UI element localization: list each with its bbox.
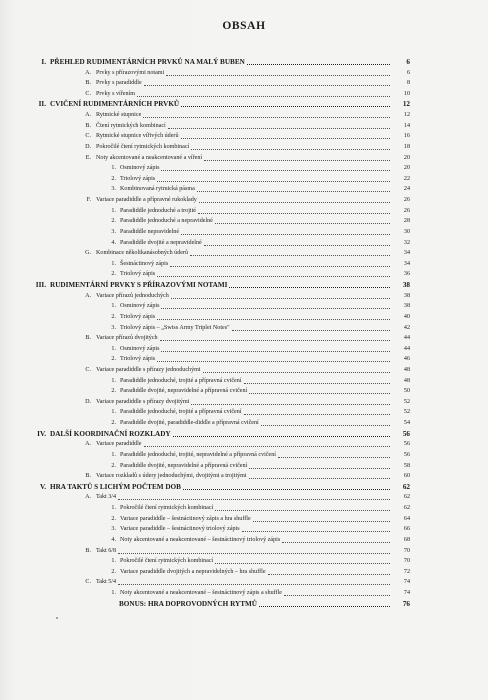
toc-section-row bbox=[0, 109, 488, 120]
dot-leader bbox=[181, 99, 390, 107]
toc-page-number: 46 bbox=[403, 356, 410, 363]
toc-section-row bbox=[0, 152, 488, 163]
toc-entry-number: D. bbox=[85, 143, 91, 150]
dot-leader bbox=[118, 492, 390, 500]
toc-entry-title: Variace rozkladů s údery jednoduchými, dvojitými a trojitými bbox=[96, 473, 247, 480]
toc-page-number: 44 bbox=[403, 345, 410, 352]
toc-page-number: 34 bbox=[403, 250, 410, 257]
toc-entry-title: RUDIMENTÁRNÍ PRVKY S PŘÍRAZOVÝMI NOTAMI bbox=[50, 281, 228, 290]
dot-leader bbox=[173, 429, 390, 437]
dot-leader bbox=[247, 57, 390, 65]
toc-entry-title: Triolový zápis bbox=[120, 313, 156, 320]
toc-entry-title: Triolový zápis – „Swiss Army Triplet Notes" bbox=[120, 324, 230, 331]
toc-section-row bbox=[0, 290, 488, 301]
dot-leader bbox=[197, 184, 390, 192]
toc-section-row bbox=[0, 67, 488, 78]
toc-chapter-row bbox=[0, 56, 488, 67]
dot-leader bbox=[118, 546, 390, 554]
toc-entry-number: 1. bbox=[111, 558, 116, 565]
toc-subsection-row bbox=[0, 300, 488, 311]
toc-entry-number: 1. bbox=[111, 451, 116, 458]
dot-leader bbox=[259, 599, 390, 607]
toc-subsection-row bbox=[0, 205, 488, 216]
dot-leader bbox=[144, 439, 390, 447]
toc-entry-number: 2. bbox=[111, 271, 116, 278]
paper-speck bbox=[56, 617, 58, 619]
toc-entry-number: A. bbox=[85, 441, 91, 448]
toc-page-number: 58 bbox=[403, 462, 410, 469]
toc-chapter-row bbox=[0, 481, 488, 492]
toc-page-number: 70 bbox=[403, 558, 410, 565]
toc-entry-number: III. bbox=[35, 281, 46, 290]
toc-page-number: 14 bbox=[403, 122, 410, 129]
toc-entry-number: D. bbox=[85, 398, 91, 405]
toc-entry-number: 2. bbox=[111, 388, 116, 395]
dot-leader bbox=[215, 503, 390, 511]
toc-entry-number: 2. bbox=[111, 356, 116, 363]
toc-entry-title: Paradiddle dvojité, paradiddle-diddle a přípravná cvičení bbox=[120, 420, 259, 427]
toc-page-number: 56 bbox=[403, 451, 410, 458]
toc-entry-title: Paradiddle jednoduché, trojité a přípravná cvičení bbox=[120, 377, 242, 384]
toc-page-number: 34 bbox=[403, 260, 410, 267]
toc-entry-title: Osminový zápis bbox=[120, 303, 160, 310]
toc-subsection-row bbox=[0, 343, 488, 354]
toc-section-row bbox=[0, 396, 488, 407]
toc-entry-number: 3. bbox=[111, 526, 116, 533]
toc-entry-number: 2. bbox=[111, 175, 116, 182]
toc-entry-number: C. bbox=[85, 366, 91, 373]
toc-subsection-row bbox=[0, 268, 488, 279]
toc-section-row bbox=[0, 364, 488, 375]
toc-entry-title: Rytmické stupnice bbox=[96, 112, 142, 119]
toc-page-number: 74 bbox=[403, 590, 410, 596]
toc-entry-number: B. bbox=[85, 122, 91, 129]
toc-entry-number: A. bbox=[85, 112, 91, 119]
toc-chapter-row bbox=[0, 98, 488, 109]
toc-entry-number: 2. bbox=[111, 218, 116, 225]
dot-leader bbox=[137, 89, 390, 97]
toc-entry-title: Prvky s paradiddle bbox=[96, 80, 142, 87]
toc-subsection-row bbox=[0, 460, 488, 471]
toc-page-number: 20 bbox=[403, 154, 410, 161]
toc-page-number: 8 bbox=[406, 80, 410, 87]
toc-page-number: 42 bbox=[403, 324, 410, 331]
toc-page-number: 48 bbox=[403, 377, 410, 384]
toc-entry-title: Triolový zápis bbox=[120, 175, 156, 182]
toc-page-number: 12 bbox=[403, 112, 410, 119]
toc-page-number: 52 bbox=[403, 398, 410, 405]
toc-section-row bbox=[0, 130, 488, 141]
toc-page-number: 64 bbox=[403, 515, 410, 522]
toc-entry-title: Triolový zápis bbox=[120, 356, 156, 363]
toc-entry-title: Variace paradiddle bbox=[96, 441, 142, 448]
toc-entry-number: B. bbox=[85, 335, 91, 342]
toc-entry-title: Kombinace několikanásobných úderů bbox=[96, 250, 189, 257]
toc-entry-title: HRA TAKTŮ S LICHÝM POČTEM DOB bbox=[50, 482, 181, 491]
toc-entry-title: Variace paradiddle s přírazy jednoduchými bbox=[96, 366, 201, 373]
toc-entry-title: Paradiddle jednoduché a trojité bbox=[120, 207, 196, 214]
dot-leader bbox=[170, 259, 390, 267]
toc-subsection-row bbox=[0, 406, 488, 417]
toc-subsection-row bbox=[0, 587, 488, 598]
toc-page-number: 44 bbox=[403, 335, 410, 342]
toc-entry-number: C. bbox=[85, 90, 91, 97]
dot-leader bbox=[249, 386, 390, 394]
toc-entry-number: B. bbox=[85, 473, 91, 480]
toc-entry-number: 1. bbox=[111, 505, 116, 512]
dot-leader bbox=[215, 216, 390, 224]
toc-entry-number: C. bbox=[85, 579, 91, 586]
dot-leader bbox=[284, 588, 390, 596]
toc-section-row bbox=[0, 88, 488, 99]
toc-section-row bbox=[0, 141, 488, 152]
toc-page-number: 48 bbox=[403, 366, 410, 373]
toc-entry-number: 1. bbox=[111, 165, 116, 172]
toc-entry-title: Paradiddle dvojité, nepravidelné a přípravná cvičení bbox=[120, 388, 248, 395]
toc-entry-number: 1. bbox=[111, 409, 116, 416]
dot-leader bbox=[157, 174, 390, 182]
toc-page-number: 26 bbox=[403, 207, 410, 214]
toc-entry-title: Variace paradiddle – šestnáctinový zápis a hra shuffle bbox=[120, 515, 251, 522]
toc-entry-number: 4. bbox=[111, 536, 116, 543]
toc-entry-title: Čtení rytmických kombinací bbox=[96, 122, 166, 129]
toc-page-number: 22 bbox=[403, 175, 410, 182]
toc-entry-number: G. bbox=[85, 250, 91, 257]
toc-entry-title: Paradiddle dvojité, nepravidelné a přípravná cvičení bbox=[120, 462, 248, 469]
toc-entry-title: Paradiddle jednoduché, trojité a přípravná cvičení bbox=[120, 409, 242, 416]
toc-entry-title: Noty akcentované a neakcentované a víření bbox=[96, 154, 203, 161]
toc-entry-number: 3. bbox=[111, 186, 116, 193]
toc-entry-number: 4. bbox=[111, 239, 116, 246]
toc-subsection-row bbox=[0, 258, 488, 269]
toc-page-number: 38 bbox=[403, 292, 410, 299]
dot-leader bbox=[249, 471, 390, 479]
dot-leader bbox=[253, 514, 390, 522]
toc-entry-number: B. bbox=[85, 547, 91, 554]
toc-page-number: 30 bbox=[403, 228, 410, 235]
toc-subsection-row bbox=[0, 311, 488, 322]
toc-chapter-row bbox=[0, 428, 488, 439]
toc-entry-number: A. bbox=[85, 494, 91, 501]
toc-entry-title: Variace paradiddle a přípravné rukoklady bbox=[96, 197, 197, 204]
page-title: OBSAH bbox=[222, 20, 266, 32]
toc-page-number: 62 bbox=[403, 494, 410, 501]
toc-entry-number: A. bbox=[85, 292, 91, 299]
toc-section-row bbox=[0, 576, 488, 587]
toc-entry-number: 3. bbox=[111, 228, 116, 235]
toc-subsection-row bbox=[0, 385, 488, 396]
toc-entry-number: A. bbox=[85, 69, 91, 76]
dot-leader bbox=[144, 78, 390, 86]
toc-entry-number: 1. bbox=[111, 590, 116, 596]
dot-leader bbox=[244, 376, 391, 384]
dot-leader bbox=[166, 68, 390, 76]
toc-entry-number: I. bbox=[41, 58, 46, 66]
toc-entry-title: DALŠÍ KOORDINAČNÍ ROZKLADY bbox=[50, 429, 171, 438]
toc-subsection-row bbox=[0, 375, 488, 386]
toc-subsection-row bbox=[0, 322, 488, 333]
toc-entry-number: 2. bbox=[111, 313, 116, 320]
toc-page-number: 50 bbox=[403, 388, 410, 395]
toc-entry-number: 2. bbox=[111, 515, 116, 522]
toc-entry-number: 1. bbox=[111, 345, 116, 352]
toc-entry-title: Takt 6/8 bbox=[96, 547, 117, 554]
toc-entry-title: Paradiddle dvojité a nepravidelné bbox=[120, 239, 202, 246]
toc-entry-title: BONUS: HRA DOPROVODNÝCH RYTMŮ bbox=[119, 599, 257, 608]
toc-subsection-row bbox=[0, 513, 488, 524]
toc-page-number: 16 bbox=[403, 133, 410, 140]
toc-entry-number: F. bbox=[86, 197, 91, 204]
toc-entry-title: Paradiddle jednoduché, trojité, nepravidelné a přípravná cvičení bbox=[120, 451, 277, 458]
toc-page-number: 26 bbox=[403, 197, 410, 204]
toc-subsection-row bbox=[0, 502, 488, 513]
dot-leader bbox=[161, 344, 390, 352]
dot-leader bbox=[242, 524, 390, 532]
toc-subsection-row bbox=[0, 237, 488, 248]
toc-page-number: 6 bbox=[406, 58, 410, 66]
toc-subsection-row bbox=[0, 215, 488, 226]
toc-entry-title: Variace přírazů dvojitých bbox=[96, 335, 158, 342]
toc-page-number: 72 bbox=[403, 568, 410, 575]
toc-entry-title: Pokročilé čtení rytmických kombinací bbox=[120, 558, 214, 565]
dot-leader bbox=[261, 418, 390, 426]
toc-subsection-row bbox=[0, 183, 488, 194]
dot-leader bbox=[191, 142, 390, 150]
dot-leader bbox=[190, 248, 390, 256]
toc-page-number: 18 bbox=[403, 143, 410, 150]
toc-page-number: 54 bbox=[403, 420, 410, 427]
dot-leader bbox=[244, 407, 391, 415]
toc-page-number: 76 bbox=[402, 599, 410, 608]
toc-chapter-row bbox=[0, 279, 488, 290]
toc-page-number: 66 bbox=[403, 526, 410, 533]
dot-leader bbox=[118, 577, 390, 585]
toc-section-row bbox=[0, 77, 488, 88]
toc-entry-title: PŘEHLED RUDIMENTÁRNÍCH PRVKŮ NA MALÝ BUBEN bbox=[50, 58, 245, 66]
toc-subsection-row bbox=[0, 162, 488, 173]
toc-entry-title: Šestnáctinový zápis bbox=[120, 260, 169, 267]
toc-entry-number: 2. bbox=[111, 462, 116, 469]
dot-leader bbox=[181, 131, 390, 139]
toc-chapter-row bbox=[0, 598, 488, 609]
toc-section-row bbox=[0, 247, 488, 258]
toc-section-row bbox=[0, 194, 488, 205]
toc-page-number: 28 bbox=[403, 218, 410, 225]
toc-entry-number: C. bbox=[85, 133, 91, 140]
toc-entry-title: Paradiddle jednoduché a nepravidelné bbox=[120, 218, 213, 225]
toc-page-number: 38 bbox=[402, 281, 410, 290]
toc-page-number: 74 bbox=[403, 579, 410, 586]
dot-leader bbox=[143, 110, 390, 118]
toc-page-number: 56 bbox=[403, 441, 410, 448]
dot-leader bbox=[203, 365, 390, 373]
toc-entry-title: Rytmické stupnice vířivých úderů bbox=[96, 133, 179, 140]
toc-entry-title: Pokročilé čtení rytmických kombinací bbox=[120, 505, 214, 512]
toc-entry-number: 1. bbox=[111, 303, 116, 310]
toc-subsection-row bbox=[0, 173, 488, 184]
toc-section-row bbox=[0, 438, 488, 449]
toc-page-number: 20 bbox=[403, 165, 410, 172]
toc-page-number: 52 bbox=[403, 409, 410, 416]
dot-leader bbox=[199, 195, 390, 203]
toc-entry-title: Prvky s vířením bbox=[96, 90, 135, 97]
toc-entry-title: Pokročilé čtení rytmických kombinací bbox=[96, 143, 190, 150]
dot-leader bbox=[191, 397, 390, 405]
toc-subsection-row bbox=[0, 555, 488, 566]
toc-page-number: 36 bbox=[403, 271, 410, 278]
toc-page-number: 10 bbox=[403, 90, 410, 97]
toc-page-number: 60 bbox=[403, 473, 410, 480]
toc-subsection-row bbox=[0, 449, 488, 460]
toc-entry-number: II. bbox=[38, 100, 46, 109]
toc-page-number: 70 bbox=[403, 547, 410, 554]
toc-entry-title: Kombinovaná rytmická pásma bbox=[120, 186, 195, 193]
toc-page-number: 12 bbox=[402, 100, 410, 109]
toc-page-number: 32 bbox=[403, 239, 410, 246]
toc-entry-number: 2. bbox=[111, 420, 116, 427]
toc-subsection-row bbox=[0, 534, 488, 545]
toc-entry-title: Noty akcentované a neakcentované – šestnáctinový zápis a shuffle bbox=[120, 590, 282, 596]
dot-leader bbox=[168, 121, 390, 129]
toc-entry-number: 3. bbox=[111, 324, 116, 331]
toc-subsection-row bbox=[0, 417, 488, 428]
toc-section-row bbox=[0, 491, 488, 502]
toc-section-row bbox=[0, 545, 488, 556]
dot-leader bbox=[249, 461, 390, 469]
dot-leader bbox=[215, 556, 390, 564]
toc-entry-number: 1. bbox=[111, 260, 116, 267]
toc-section-row bbox=[0, 470, 488, 481]
dot-leader bbox=[229, 280, 390, 288]
toc-page-number: 6 bbox=[406, 69, 410, 76]
toc-entry-title: Variace přírazů jednoduchých bbox=[96, 292, 169, 299]
dot-leader bbox=[204, 238, 390, 246]
toc-entry-number: V. bbox=[39, 482, 46, 491]
dot-leader bbox=[282, 535, 390, 543]
dot-leader bbox=[198, 206, 390, 214]
dot-leader bbox=[183, 482, 390, 490]
toc-page-number: 40 bbox=[403, 313, 410, 320]
toc-entry-number: 1. bbox=[111, 377, 116, 384]
toc-subsection-row bbox=[0, 353, 488, 364]
toc-entry-number: 1. bbox=[111, 207, 116, 214]
toc-page-number: 56 bbox=[402, 429, 410, 438]
toc-page-number: 24 bbox=[403, 186, 410, 193]
toc-entry-title: Variace paradiddle – šestnáctinový triolový zápis bbox=[120, 526, 240, 533]
toc-page-number: 38 bbox=[403, 303, 410, 310]
toc-entry-title: Noty akcentované a neakcentované – šestnáctinový triolový zápis bbox=[120, 536, 281, 543]
toc-entry-title: Prvky s přírazovými notami bbox=[96, 69, 165, 76]
dot-leader bbox=[161, 301, 390, 309]
dot-leader bbox=[160, 333, 390, 341]
toc-entry-number: E. bbox=[85, 154, 91, 161]
dot-leader bbox=[157, 269, 390, 277]
dot-leader bbox=[161, 163, 390, 171]
toc-entry-title: Variace paradiddle s přírazy dvojitými bbox=[96, 398, 190, 405]
toc-entry-number: IV. bbox=[37, 429, 46, 438]
dot-leader bbox=[157, 354, 390, 362]
toc-page-number: 68 bbox=[403, 536, 410, 543]
toc-page-number: 62 bbox=[402, 482, 410, 491]
dot-leader bbox=[181, 227, 390, 235]
toc-subsection-row bbox=[0, 523, 488, 534]
dot-leader bbox=[278, 450, 390, 458]
dot-leader bbox=[204, 153, 390, 161]
dot-leader bbox=[268, 567, 390, 575]
toc-entry-title: Variace paradiddle dvojitých a nepravidelných – hra shuffle bbox=[120, 568, 266, 575]
toc-entry-title: Osminový zápis bbox=[120, 345, 160, 352]
toc-page-number: 62 bbox=[403, 505, 410, 512]
toc-section-row bbox=[0, 332, 488, 343]
dot-leader bbox=[171, 291, 390, 299]
toc-entry-title: CVIČENÍ RUDIMENTÁRNÍCH PRVKŮ bbox=[50, 100, 180, 109]
toc-entry-number: 2. bbox=[111, 568, 116, 575]
toc-section-row bbox=[0, 120, 488, 131]
toc-entry-title: Takt 5/4 bbox=[96, 579, 117, 586]
toc-entry-title: Paradiddle nepravidelné bbox=[120, 228, 180, 235]
toc-entry-number: B. bbox=[85, 80, 91, 87]
toc-subsection-row bbox=[0, 226, 488, 237]
toc-entry-title: Osminový zápis bbox=[120, 165, 160, 172]
dot-leader bbox=[232, 323, 390, 331]
toc-entry-title: Triolový zápis bbox=[120, 271, 156, 278]
toc-entry-title: Takt 3/4 bbox=[96, 494, 117, 501]
dot-leader bbox=[157, 312, 390, 320]
toc-subsection-row bbox=[0, 566, 488, 577]
